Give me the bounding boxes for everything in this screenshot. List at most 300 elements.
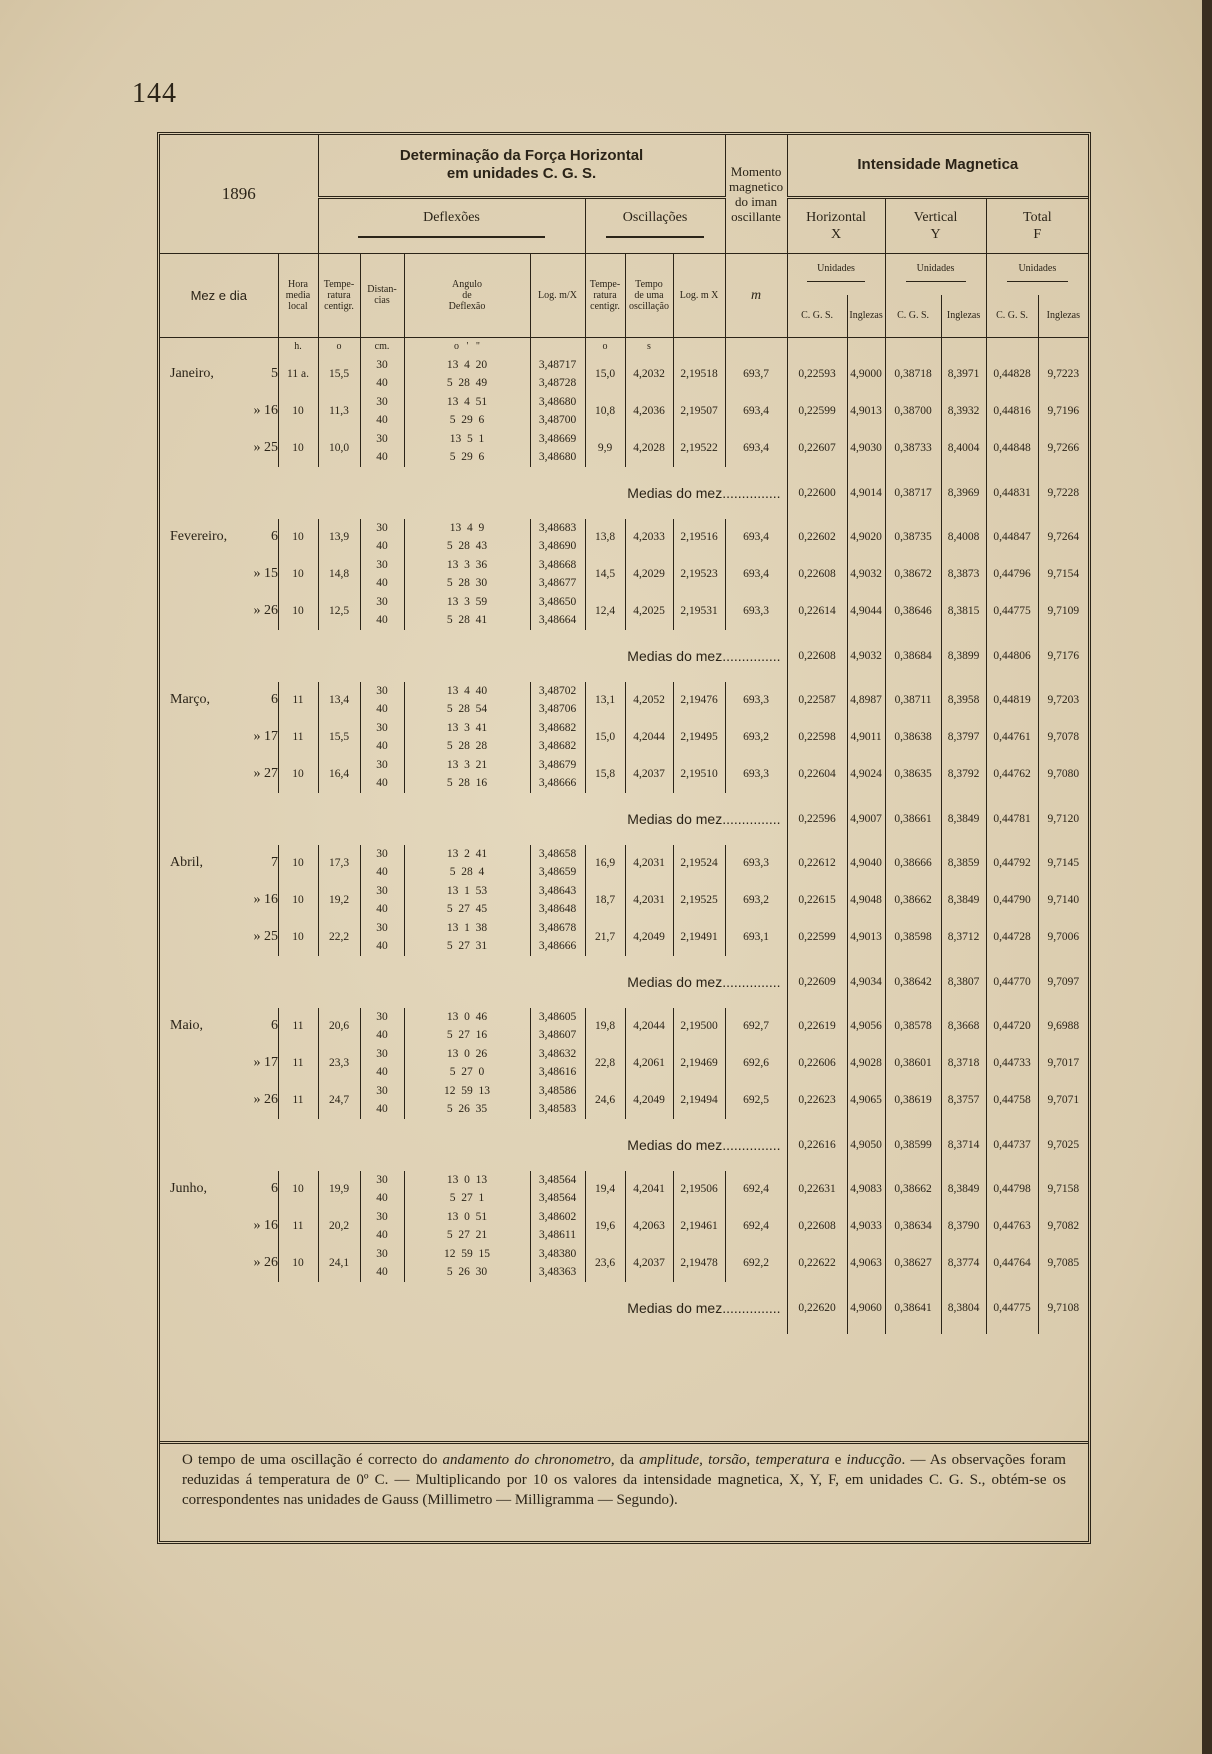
distance <box>360 356 404 393</box>
osc-time: 4,2033 <box>625 519 673 556</box>
distance <box>360 1171 404 1208</box>
distance <box>360 556 404 593</box>
medias-label: Medias do mez............... <box>627 484 781 501</box>
distance-30: 30 <box>376 1174 388 1186</box>
date-cell <box>160 356 278 393</box>
distance-30: 30 <box>376 1085 388 1097</box>
intensity-t-cgs: 0,44728 <box>986 919 1038 956</box>
hora: 10 <box>278 919 318 956</box>
distance <box>360 719 404 756</box>
log-m-x: 2,19491 <box>673 919 725 956</box>
distance-40: 40 <box>376 414 388 426</box>
intensity-t-ing: 9,7140 <box>1038 882 1088 919</box>
table-row <box>160 1208 1088 1245</box>
distance-40: 40 <box>376 1192 388 1204</box>
log-m-x: 2,19495 <box>673 719 725 756</box>
moment-m: 693,3 <box>725 682 787 719</box>
intensity-h-cgs: 0,22631 <box>787 1171 847 1208</box>
distance <box>360 682 404 719</box>
intensity-v-ing: 8,3797 <box>941 719 986 756</box>
table-row <box>160 430 1088 467</box>
month-name: Junho, <box>170 1181 207 1196</box>
unit-deg: o <box>318 337 360 356</box>
medias-h-cgs: 0,22596 <box>787 793 847 845</box>
intensity-t-cgs: 0,44819 <box>986 682 1038 719</box>
medias-t-cgs: 0,44781 <box>986 793 1038 845</box>
intensity-v-cgs: 0,38672 <box>885 556 941 593</box>
angle <box>404 845 530 882</box>
log-mx-40: 3,48666 <box>538 940 577 952</box>
log-mx-40: 3,48680 <box>538 451 577 463</box>
distance-40: 40 <box>376 866 388 878</box>
log-mx-40: 3,48607 <box>538 1029 577 1041</box>
log-mx-30: 3,48650 <box>538 596 577 608</box>
date-cell <box>160 393 278 430</box>
intensity-h-cgs: 0,22587 <box>787 682 847 719</box>
angle-40: 5 27 1 <box>449 1192 485 1204</box>
log-mx-40: 3,48666 <box>538 777 577 789</box>
hora: 10 <box>278 393 318 430</box>
angle <box>404 593 530 630</box>
distance-30: 30 <box>376 685 388 697</box>
month-name: Abril, <box>170 855 204 870</box>
angle <box>404 1008 530 1045</box>
distance <box>360 393 404 430</box>
angle <box>404 682 530 719</box>
intensity-v-cgs: 0,38598 <box>885 919 941 956</box>
medias-t-ing: 9,7097 <box>1038 956 1088 1008</box>
angle-40: 5 27 0 <box>449 1066 485 1078</box>
angle-40: 5 26 35 <box>446 1103 488 1115</box>
osc-temperature: 9,9 <box>585 430 625 467</box>
intensity-t-ing: 9,7203 <box>1038 682 1088 719</box>
angle-40: 5 27 31 <box>446 940 488 952</box>
month-name: Fevereiro, <box>170 529 228 544</box>
day: » 16 <box>253 892 278 907</box>
temperature: 15,5 <box>318 356 360 393</box>
distance-40: 40 <box>376 1029 388 1041</box>
date-cell <box>160 519 278 556</box>
medias-t-cgs: 0,44831 <box>986 467 1038 519</box>
table-row <box>160 845 1088 882</box>
table-row <box>160 756 1088 793</box>
intensity-v-cgs: 0,38601 <box>885 1045 941 1082</box>
medias-v-cgs: 0,38642 <box>885 956 941 1008</box>
osc-temperature: 13,8 <box>585 519 625 556</box>
intensity-t-cgs: 0,44790 <box>986 882 1038 919</box>
distance-40: 40 <box>376 540 388 552</box>
medias-row <box>160 467 1088 519</box>
distance-30: 30 <box>376 722 388 734</box>
angle <box>404 1045 530 1082</box>
angulo-header: Angulo de Deflexão <box>404 253 530 337</box>
osc-temperature: 15,8 <box>585 756 625 793</box>
log-m-x: 2,19518 <box>673 356 725 393</box>
force-title: Determinação da Força Horizontal em unidades C. G. S. <box>318 135 725 197</box>
moment-m: 692,4 <box>725 1208 787 1245</box>
day: 5 <box>271 366 278 381</box>
intensity-v-cgs: 0,38733 <box>885 430 941 467</box>
osc-time: 4,2032 <box>625 356 673 393</box>
angle-30: 13 2 41 <box>446 848 488 860</box>
temperature: 23,3 <box>318 1045 360 1082</box>
angle-40: 5 27 16 <box>446 1029 488 1041</box>
medias-row <box>160 630 1088 682</box>
angle-30: 13 0 46 <box>446 1011 488 1023</box>
date-cell <box>160 756 278 793</box>
tempo-header: Tempo de uma oscillação <box>625 253 673 337</box>
medias-v-ing: 8,3807 <box>941 956 986 1008</box>
angle-30: 13 3 36 <box>446 559 488 571</box>
distance <box>360 845 404 882</box>
date-cell <box>160 1245 278 1282</box>
angle-40: 5 28 30 <box>446 577 488 589</box>
day: 6 <box>271 692 278 707</box>
hora: 11 <box>278 1008 318 1045</box>
angle-40: 5 28 43 <box>446 540 488 552</box>
date-cell <box>160 682 278 719</box>
distance-40: 40 <box>376 1066 388 1078</box>
day: 6 <box>271 529 278 544</box>
intensity-t-cgs: 0,44733 <box>986 1045 1038 1082</box>
intensity-t-cgs: 0,44792 <box>986 845 1038 882</box>
intensity-h-ing: 4,9013 <box>847 393 885 430</box>
distance-30: 30 <box>376 848 388 860</box>
hora: 11 <box>278 1045 318 1082</box>
log-mx <box>530 393 585 430</box>
medias-t-cgs: 0,44806 <box>986 630 1038 682</box>
log-m-x: 2,19510 <box>673 756 725 793</box>
temperature: 11,3 <box>318 393 360 430</box>
osc-temperature: 14,5 <box>585 556 625 593</box>
medias-v-cgs: 0,38661 <box>885 793 941 845</box>
intensity-h-ing: 4,9030 <box>847 430 885 467</box>
distance-40: 40 <box>376 451 388 463</box>
temperature: 24,7 <box>318 1082 360 1119</box>
angle <box>404 556 530 593</box>
intensity-v-ing: 8,4008 <box>941 519 986 556</box>
log-mx-30: 3,48602 <box>538 1211 577 1223</box>
osc-temperature: 21,7 <box>585 919 625 956</box>
medias-h-ing: 4,9014 <box>847 467 885 519</box>
day: » 26 <box>253 1092 278 1107</box>
intensity-h-ing: 4,9040 <box>847 845 885 882</box>
osc-temperature: 18,7 <box>585 882 625 919</box>
distance-40: 40 <box>376 614 388 626</box>
moment-m: 692,2 <box>725 1245 787 1282</box>
hora: 11 <box>278 719 318 756</box>
log-mx-40: 3,48728 <box>538 377 577 389</box>
medias-t-cgs: 0,44770 <box>986 956 1038 1008</box>
medias-row <box>160 1282 1088 1334</box>
month-name: Maio, <box>170 1018 204 1033</box>
angle-40: 5 28 28 <box>446 740 488 752</box>
distance-30: 30 <box>376 596 388 608</box>
month-name: Março, <box>170 692 211 707</box>
angle <box>404 1208 530 1245</box>
day: » 15 <box>253 566 278 581</box>
intensity-h-cgs: 0,22604 <box>787 756 847 793</box>
unidades-h: Unidades <box>787 253 885 295</box>
unit-s: s <box>625 337 673 356</box>
hora: 11 <box>278 1082 318 1119</box>
intensity-h-ing: 4,9065 <box>847 1082 885 1119</box>
log-mx-40: 3,48706 <box>538 703 577 715</box>
log-mx-30: 3,48586 <box>538 1085 577 1097</box>
intensidade-header: Intensidade Magnetica <box>787 135 1088 197</box>
vertical-header: Vertical Y <box>885 197 986 253</box>
log-mx <box>530 1008 585 1045</box>
intensity-t-ing: 9,7006 <box>1038 919 1088 956</box>
angle-30: 13 4 51 <box>446 396 488 408</box>
angle-30: 13 0 26 <box>446 1048 488 1060</box>
angle-40: 5 28 16 <box>446 777 488 789</box>
date-cell <box>160 1008 278 1045</box>
temp-header: Tempe- ratura centigr. <box>318 253 360 337</box>
osc-temperature: 19,4 <box>585 1171 625 1208</box>
hora: 10 <box>278 1245 318 1282</box>
intensity-v-cgs: 0,38619 <box>885 1082 941 1119</box>
table-row <box>160 882 1088 919</box>
angle-40: 5 27 45 <box>446 903 488 915</box>
distance-30: 30 <box>376 359 388 371</box>
intensity-h-ing: 4,9044 <box>847 593 885 630</box>
unidades-t: Unidades <box>986 253 1088 295</box>
intensity-t-ing: 9,7109 <box>1038 593 1088 630</box>
intensity-v-ing: 8,3668 <box>941 1008 986 1045</box>
osc-time: 4,2037 <box>625 1245 673 1282</box>
log-mx-40: 3,48690 <box>538 540 577 552</box>
log-m-x: 2,19524 <box>673 845 725 882</box>
log-mx-30: 3,48678 <box>538 922 577 934</box>
hora: 10 <box>278 556 318 593</box>
intensity-v-ing: 8,3792 <box>941 756 986 793</box>
osc-time: 4,2044 <box>625 1008 673 1045</box>
medias-t-cgs: 0,44775 <box>986 1282 1038 1334</box>
intensity-t-ing: 9,7082 <box>1038 1208 1088 1245</box>
log-mx <box>530 756 585 793</box>
intensity-h-cgs: 0,22619 <box>787 1008 847 1045</box>
distance-30: 30 <box>376 1248 388 1260</box>
moment-m: 693,3 <box>725 756 787 793</box>
distance-30: 30 <box>376 1011 388 1023</box>
log-mx-30: 3,48380 <box>538 1248 577 1260</box>
log-m-x: 2,19469 <box>673 1045 725 1082</box>
intensity-t-ing: 9,7158 <box>1038 1171 1088 1208</box>
intensity-t-ing: 9,7017 <box>1038 1045 1088 1082</box>
distance <box>360 430 404 467</box>
intensity-h-ing: 4,9032 <box>847 556 885 593</box>
log-mx-30: 3,48564 <box>538 1174 577 1186</box>
year-header: 1896 <box>160 135 318 253</box>
log-mx-30: 3,48680 <box>538 396 577 408</box>
intensity-h-cgs: 0,22623 <box>787 1082 847 1119</box>
intensity-v-ing: 8,3849 <box>941 1171 986 1208</box>
distance <box>360 919 404 956</box>
moment-m: 692,5 <box>725 1082 787 1119</box>
intensity-t-cgs: 0,44763 <box>986 1208 1038 1245</box>
angle-30: 13 0 13 <box>446 1174 488 1186</box>
log-mx-40: 3,48648 <box>538 903 577 915</box>
day: » 26 <box>253 603 278 618</box>
angle-30: 13 4 40 <box>446 685 488 697</box>
moment-m: 692,4 <box>725 1171 787 1208</box>
moment-m: 693,2 <box>725 882 787 919</box>
date-cell <box>160 430 278 467</box>
intensity-t-cgs: 0,44816 <box>986 393 1038 430</box>
log-m-x-header: Log. m X <box>673 253 725 337</box>
moment-m: 693,2 <box>725 719 787 756</box>
medias-h-ing: 4,9050 <box>847 1119 885 1171</box>
angle-30: 13 1 53 <box>446 885 488 897</box>
hora: 10 <box>278 519 318 556</box>
moment-m: 692,7 <box>725 1008 787 1045</box>
angle-30: 12 59 13 <box>444 1085 490 1097</box>
angle-40: 5 28 49 <box>446 377 488 389</box>
month-name: Janeiro, <box>170 366 214 381</box>
medias-h-ing: 4,9034 <box>847 956 885 1008</box>
table-row <box>160 719 1088 756</box>
distance-30: 30 <box>376 396 388 408</box>
intensity-h-cgs: 0,22599 <box>787 919 847 956</box>
log-m-x: 2,19525 <box>673 882 725 919</box>
unit-angle: o ' " <box>404 337 530 356</box>
medias-h-ing: 4,9032 <box>847 630 885 682</box>
intensity-v-ing: 8,3712 <box>941 919 986 956</box>
osc-temperature: 15,0 <box>585 356 625 393</box>
angle-30: 13 1 38 <box>446 922 488 934</box>
table-row <box>160 682 1088 719</box>
intensity-t-cgs: 0,44848 <box>986 430 1038 467</box>
log-mx-40: 3,48664 <box>538 614 577 626</box>
medias-label: Medias do mez............... <box>627 1299 781 1316</box>
intensity-h-ing: 4,9028 <box>847 1045 885 1082</box>
osc-temperature: 23,6 <box>585 1245 625 1282</box>
log-mx <box>530 682 585 719</box>
medias-h-cgs: 0,22616 <box>787 1119 847 1171</box>
medias-row <box>160 1119 1088 1171</box>
osc-temperature: 22,8 <box>585 1045 625 1082</box>
distance-40: 40 <box>376 577 388 589</box>
angle <box>404 756 530 793</box>
medias-v-ing: 8,3714 <box>941 1119 986 1171</box>
cgs-h: C. G. S. <box>787 295 847 337</box>
intensity-h-ing: 4,9013 <box>847 919 885 956</box>
unit-cm: cm. <box>360 337 404 356</box>
distance <box>360 1208 404 1245</box>
log-mx-40: 3,48700 <box>538 414 577 426</box>
distance-40: 40 <box>376 940 388 952</box>
unidades-v: Unidades <box>885 253 986 295</box>
temperature: 16,4 <box>318 756 360 793</box>
hora: 10 <box>278 756 318 793</box>
intensity-v-cgs: 0,38666 <box>885 845 941 882</box>
intensity-v-ing: 8,3958 <box>941 682 986 719</box>
osc-temperature: 13,1 <box>585 682 625 719</box>
medias-t-ing: 9,7120 <box>1038 793 1088 845</box>
distance-30: 30 <box>376 759 388 771</box>
log-mx <box>530 1082 585 1119</box>
osc-time: 4,2049 <box>625 919 673 956</box>
intensity-t-ing: 9,7071 <box>1038 1082 1088 1119</box>
log-m-x: 2,19522 <box>673 430 725 467</box>
day: » 17 <box>253 1055 278 1070</box>
log-mx-40: 3,48616 <box>538 1066 577 1078</box>
oscillacoes-header: Oscillações <box>585 197 725 253</box>
angle-40: 5 27 21 <box>446 1229 488 1241</box>
intensity-h-ing: 4,9063 <box>847 1245 885 1282</box>
intensity-v-cgs: 0,38646 <box>885 593 941 630</box>
table-row <box>160 1245 1088 1282</box>
angle-30: 13 4 20 <box>446 359 488 371</box>
moment-m: 693,4 <box>725 519 787 556</box>
medias-t-ing: 9,7228 <box>1038 467 1088 519</box>
medias-h-ing: 4,9007 <box>847 793 885 845</box>
intensity-v-cgs: 0,38578 <box>885 1008 941 1045</box>
angle <box>404 393 530 430</box>
day: » 17 <box>253 729 278 744</box>
intensity-h-ing: 4,9020 <box>847 519 885 556</box>
medias-t-ing: 9,7025 <box>1038 1119 1088 1171</box>
distance <box>360 756 404 793</box>
angle <box>404 356 530 393</box>
angle-40: 5 29 6 <box>449 451 485 463</box>
osc-temperature: 16,9 <box>585 845 625 882</box>
date-cell <box>160 556 278 593</box>
distance-40: 40 <box>376 377 388 389</box>
angle <box>404 1171 530 1208</box>
osc-temperature: 19,8 <box>585 1008 625 1045</box>
intensity-t-ing: 9,7223 <box>1038 356 1088 393</box>
intensity-v-ing: 8,3757 <box>941 1082 986 1119</box>
intensity-v-cgs: 0,38662 <box>885 1171 941 1208</box>
intensity-v-ing: 8,4004 <box>941 430 986 467</box>
medias-label: Medias do mez............... <box>627 1136 781 1153</box>
log-mx <box>530 919 585 956</box>
log-mx <box>530 1045 585 1082</box>
intensity-v-cgs: 0,38735 <box>885 519 941 556</box>
intensity-t-cgs: 0,44764 <box>986 1245 1038 1282</box>
temperature: 22,2 <box>318 919 360 956</box>
intensity-t-ing: 9,7145 <box>1038 845 1088 882</box>
log-m-x: 2,19494 <box>673 1082 725 1119</box>
medias-h-cgs: 0,22600 <box>787 467 847 519</box>
log-mx-30: 3,48668 <box>538 559 577 571</box>
osc-time: 4,2031 <box>625 845 673 882</box>
intensity-t-cgs: 0,44847 <box>986 519 1038 556</box>
intensity-h-cgs: 0,22614 <box>787 593 847 630</box>
medias-label: Medias do mez............... <box>627 810 781 827</box>
mez-dia-header: Mez e dia <box>160 253 278 337</box>
angle-40: 5 29 6 <box>449 414 485 426</box>
log-m-x: 2,19476 <box>673 682 725 719</box>
medias-row <box>160 793 1088 845</box>
medias-h-cgs: 0,22608 <box>787 630 847 682</box>
osc-temperature: 24,6 <box>585 1082 625 1119</box>
osc-time: 4,2061 <box>625 1045 673 1082</box>
table-row <box>160 1171 1088 1208</box>
hora: 10 <box>278 845 318 882</box>
angle-40: 5 28 4 <box>449 866 485 878</box>
distance-40: 40 <box>376 1266 388 1278</box>
date-cell <box>160 1082 278 1119</box>
intensity-t-cgs: 0,44798 <box>986 1171 1038 1208</box>
angle-30: 12 59 15 <box>444 1248 490 1260</box>
intensity-h-ing: 4,9011 <box>847 719 885 756</box>
intensity-v-ing: 8,3859 <box>941 845 986 882</box>
intensity-v-cgs: 0,38700 <box>885 393 941 430</box>
log-mx <box>530 356 585 393</box>
